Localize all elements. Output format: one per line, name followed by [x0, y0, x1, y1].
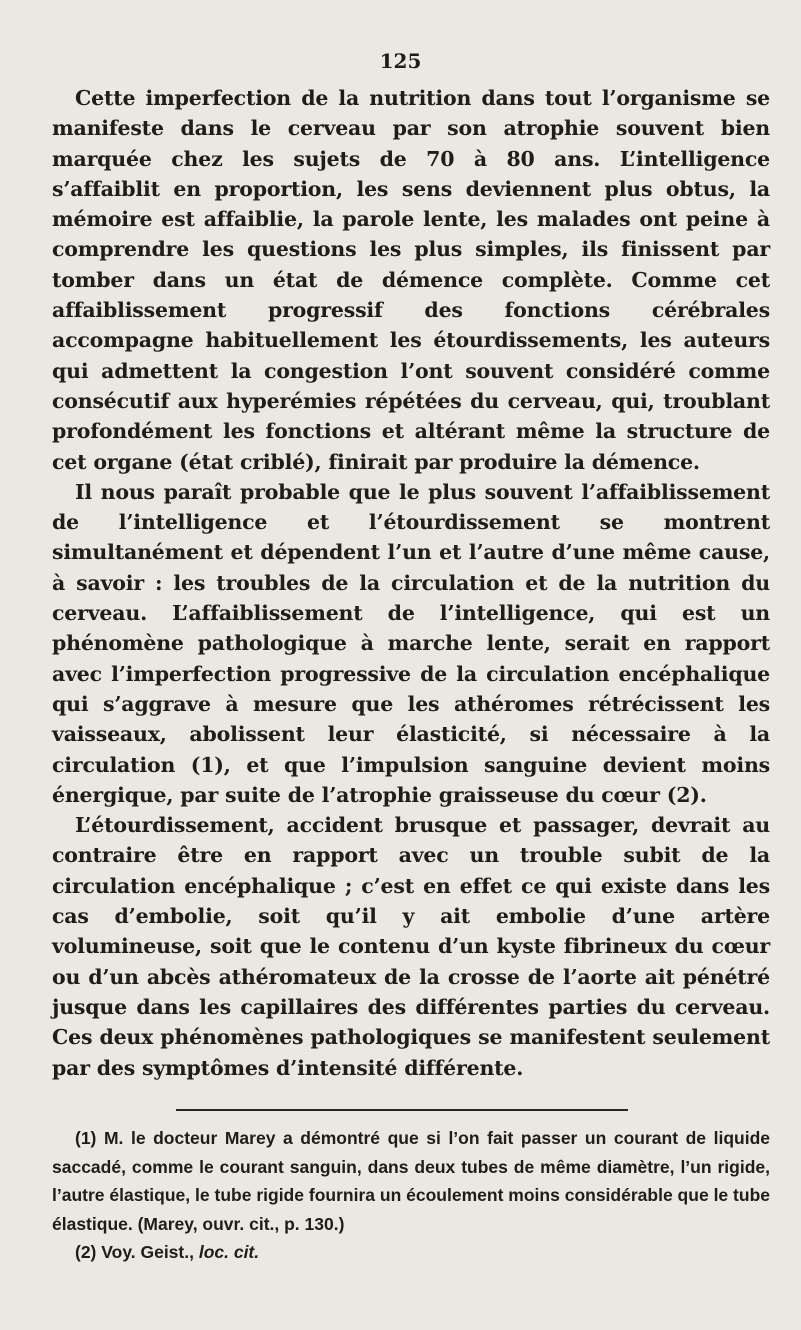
paragraph-3: L’étourdissement, accident brusque et passager, devrait au contraire être en rapport avec un trouble subit de la circulation encéphalique ; c’est en effet ce qui existe dans les cas d’embolie, soit qu’il y ait embolie d’une artère volumineuse, soit que le contenu d’un kyste fibrineux du cœur ou d’un abcès athéromateux de la crosse de l’aorte ait pénétré jusque dans les capillaires des différentes parties du cerveau. Ces deux phénomènes pathologiques se manifestent seulement par des symptômes d’intensité différente. — [52, 813, 770, 1080]
body-text — [52, 83, 770, 1083]
footnote-separator — [176, 1109, 628, 1111]
footnote-2-citation: loc. cit. — [198, 1242, 260, 1262]
footnotes — [52, 1124, 770, 1267]
page-number: 125 — [379, 49, 422, 73]
footnote-2 — [52, 1238, 770, 1267]
footnote-1: (1) M. le docteur Marey a démontré que si l’on fait passer un courant de liquide saccadé, comme le courant sanguin, dans deux tubes de même diamètre, l’un rigide, l’autre élastique, le tube rigide fournira un écoulement moins considérable que le tube élastique. (Marey, ouvr. cit., p. 130.) — [52, 1128, 770, 1234]
paragraph-2: Il nous paraît probable que le plus souvent l’affaiblissement de l’intelligence et l’étourdissement se montrent simultanément et dépendent l’un et l’autre d’une même cause, à savoir : les troubles de la circulation et de la nutrition du cerveau. L’affaiblissement de l’intelligence, qui est un phénomène pathologique à marche lente, serait en rapport avec l’imperfection progressive de la circulation encéphalique qui s’aggrave à mesure que les athéromes rétrécissent les vaisseaux, abolissent leur élasticité, si nécessaire à la circulation (1), et que l’impulsion sanguine devient moins énergique, par suite de l’atrophie graisseuse du cœur (2). — [52, 479, 770, 807]
footnote-2-text: (2) Voy. Geist., — [75, 1242, 199, 1262]
paragraph-1: Cette imperfection de la nutrition dans tout l’organisme se manifeste dans le cerveau par son atrophie souvent bien marquée chez les sujets de 70 à 80 ans. L’intelligence s’affaiblit en proportion, les sens deviennent plus obtus, la mémoire est affaiblie, la parole lente, les malades ont peine à comprendre les questions les plus simples, ils finissent par tomber dans un état de démence complète. Comme cet affaiblissement progressif des fonctions cérébrales accompagne habituellement les étourdissements, les auteurs qui admettent la congestion l’ont souvent considéré comme consécutif aux hyperémies répétées du cerveau, qui, troublant profondément les fonctions et altérant même la structure de cet organe (état criblé), finirait par produire la démence. — [52, 86, 770, 474]
